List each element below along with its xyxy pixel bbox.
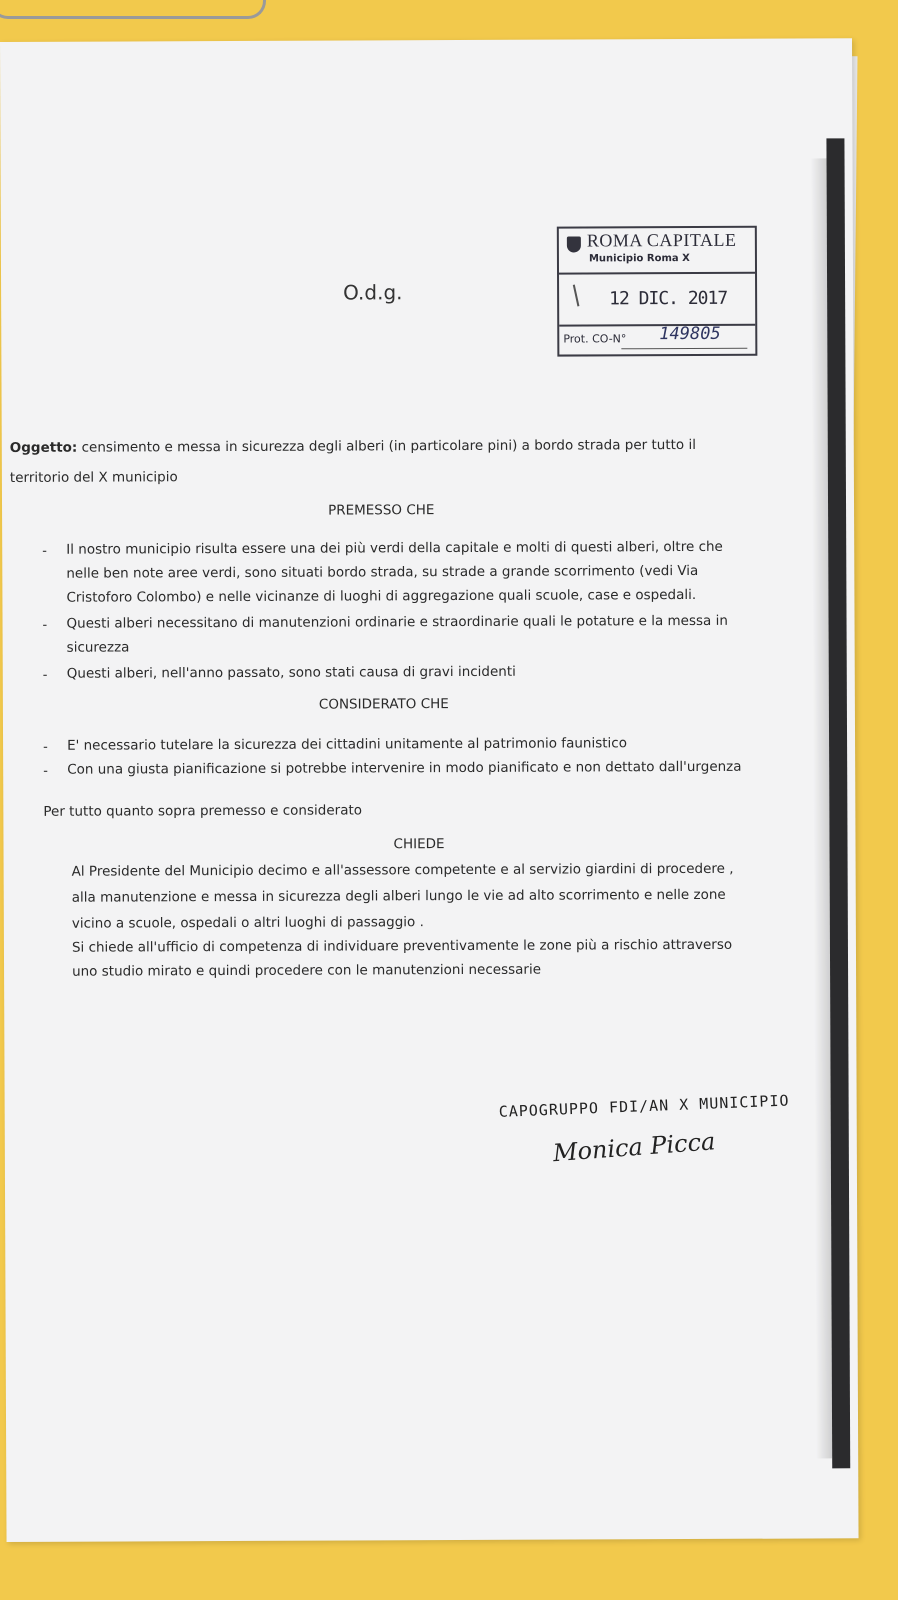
document-page (0, 38, 859, 1542)
bullet-dash: - (42, 667, 48, 683)
stamp-date: 12 DIC. 2017 (609, 287, 728, 310)
bullet-dash: - (42, 617, 48, 633)
considerato-heading: CONSIDERATO CHE (318, 696, 449, 713)
premesso-heading: PREMESSO CHE (328, 502, 435, 519)
chiede-line-5: uno studio mirato e quindi procedere con le manutenzioni necessarie (72, 961, 542, 980)
bullet-dash: - (42, 543, 47, 559)
considerato-item-2: Con una giusta pianificazione si potrebbe intervenire in modo pianificato e non dettato dall'urgenza (67, 758, 742, 778)
considerato-item-1: E' necessario tutelare la sicurezza dei cittadini unitamente al patrimonio faunistico (67, 735, 627, 754)
paper-clip (0, 0, 266, 19)
stamp-protocol-label: Prot. CO-N° (563, 332, 627, 346)
premesso-item-3: Questi alberi, nell'anno passato, sono stati causa di gravi incidenti (66, 663, 516, 682)
premesso-item-2-line1: Questi alberi necessitano di manutenzioni ordinarie e straordinarie quali le potature e la messa in (66, 612, 728, 632)
per-tutto-line: Per tutto quanto sopra premesso e considerato (43, 802, 363, 820)
oggetto-line2: territorio del X municipio (9, 469, 178, 486)
stamp-protocol-line (621, 348, 747, 350)
chiede-line-4: Si chiede all'ufficio di competenza di individuare preventivamente le zone più a rischio attraverso (71, 936, 733, 956)
stamp-protocol-number: 149805 (659, 323, 721, 345)
chiede-line-2: alla manutenzione e messa in sicurezza degli alberi lungo le vie ad alto scorrimento e nelle zone (71, 886, 726, 906)
bullet-dash: - (43, 763, 48, 779)
premesso-item-1-line1: Il nostro municipio risulta essere una dei più verdi della capitale e molti di questi alberi, oltre che (66, 538, 723, 558)
signature-name: Monica Picca (552, 1127, 717, 1168)
chiede-line-3: vicino a scuole, ospedali o altri luoghi di passaggio . (71, 914, 424, 932)
stamp-title: ROMA CAPITALE (586, 229, 737, 251)
oggetto-text: censimento e messa in sicurezza degli alberi (in particolare pini) a bordo strada per tutto il (81, 436, 697, 456)
bullet-dash: - (43, 739, 48, 755)
shield-icon (567, 236, 581, 252)
document-heading: O.d.g. (343, 280, 403, 305)
stamp-mark (573, 285, 580, 307)
stamp-subtitle: Municipio Roma X (588, 252, 690, 265)
protocol-stamp (557, 226, 758, 357)
oggetto-line1 (10, 437, 696, 456)
premesso-item-1-line2: nelle ben note aree verdi, sono situati bordo strada, su strade a grande scorrimento (vedi Via (66, 562, 699, 582)
premesso-item-1-line3: Cristoforo Colombo) e nelle vicinanze di luoghi di aggregazione quali scuole, case e ospedali. (66, 586, 697, 606)
chiede-heading: CHIEDE (393, 836, 445, 853)
premesso-item-2-line2: sicurezza (66, 639, 130, 656)
signature-role: CAPOGRUPPO FDI/AN X MUNICIPIO (498, 1091, 790, 1121)
chiede-line-1: Al Presidente del Municipio decimo e all'assessore competente e al servizio giardini di procedere , (71, 860, 734, 880)
oggetto-label: Oggetto: (9, 439, 78, 456)
